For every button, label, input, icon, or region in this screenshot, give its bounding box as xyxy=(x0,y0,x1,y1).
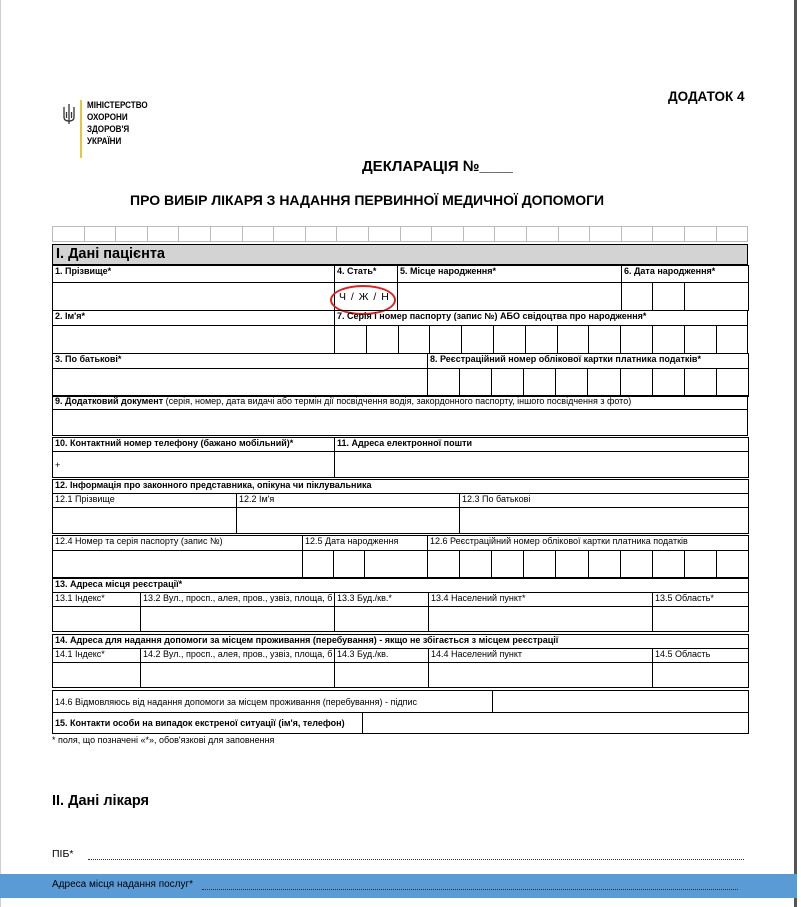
reg-street-input[interactable] xyxy=(141,607,335,632)
passport-cell[interactable] xyxy=(335,326,367,354)
rep-patronymic-label: 12.3 По батькові xyxy=(460,494,749,508)
row-registration-address xyxy=(52,578,749,632)
res-building-label: 14.3 Буд./кв. xyxy=(335,649,429,663)
rep-name-input[interactable] xyxy=(237,508,460,534)
reg-region-label: 13.5 Область* xyxy=(653,593,749,607)
rep-tax-label: 12.6 Реєстраційний номер облікової картки платника податків xyxy=(428,536,749,551)
header-grid-line xyxy=(747,226,748,242)
rep-birth-day-input[interactable] xyxy=(303,551,334,578)
patronymic-label: 3. По батькові* xyxy=(53,354,428,369)
row-residence-address xyxy=(52,634,749,688)
refusal-signature-input[interactable] xyxy=(493,691,749,713)
header-grid-line xyxy=(210,226,211,242)
row-names-2 xyxy=(52,310,748,354)
gender-label: 4. Стать* xyxy=(335,266,398,283)
header-grid-line xyxy=(621,226,622,242)
surname-input[interactable] xyxy=(53,283,335,311)
birth-year-input[interactable] xyxy=(685,283,749,311)
doctor-name-label: ПІБ* xyxy=(52,848,74,860)
res-street-label: 14.2 Вул., просп., алея, пров., узвіз, площа, б xyxy=(141,649,335,663)
header-grid-line xyxy=(716,226,717,242)
passport-cell[interactable] xyxy=(589,326,621,354)
tax-number-cell[interactable] xyxy=(492,369,524,397)
reg-city-label: 13.4 Населений пункт* xyxy=(429,593,653,607)
header-grid-line xyxy=(684,226,685,242)
reg-index-input[interactable] xyxy=(53,607,141,632)
row-additional-doc xyxy=(52,395,748,436)
section1-header xyxy=(52,244,748,265)
tax-number-cell[interactable] xyxy=(716,369,748,397)
passport-label: 7. Серія і номер паспорту (запис №) АБО свідоцтва про народження* xyxy=(335,311,748,326)
required-footnote: * поля, що позначені «*», обов'язкові для заповнення xyxy=(52,735,275,745)
rep-tax-cell[interactable] xyxy=(588,551,620,578)
birthdate-label: 6. Дата народження* xyxy=(622,266,749,283)
rep-tax-cell[interactable] xyxy=(684,551,716,578)
header-grid-line xyxy=(368,226,369,242)
res-region-label: 14.5 Область xyxy=(653,649,749,663)
reg-region-input[interactable] xyxy=(653,607,749,632)
declaration-title: ДЕКЛАРАЦІЯ №____ xyxy=(362,158,513,175)
rep-tax-cell[interactable] xyxy=(652,551,684,578)
row-representative xyxy=(52,479,749,534)
row-names-1 xyxy=(52,265,749,311)
rep-birth-year-input[interactable] xyxy=(365,551,428,578)
first-name-input[interactable] xyxy=(53,326,335,354)
header-grid-line xyxy=(305,226,306,242)
passport-cell[interactable] xyxy=(462,326,494,354)
rep-passport-label: 12.4 Номер та серія паспорту (запис №) xyxy=(53,536,303,551)
res-city-input[interactable] xyxy=(429,663,653,688)
header-grid-line xyxy=(52,226,53,242)
phone-input[interactable]: + xyxy=(53,452,335,478)
row-emergency-contact xyxy=(52,712,749,734)
header-grid-line xyxy=(652,226,653,242)
passport-cell[interactable] xyxy=(525,326,557,354)
header-grid-line xyxy=(273,226,274,242)
header-grid-line xyxy=(494,226,495,242)
rep-tax-cell[interactable] xyxy=(524,551,556,578)
service-address-input[interactable] xyxy=(202,889,738,890)
rep-tax-cell[interactable] xyxy=(556,551,588,578)
rep-surname-input[interactable] xyxy=(53,508,237,534)
row-refusal xyxy=(52,690,749,713)
birth-day-input[interactable] xyxy=(622,283,653,311)
patronymic-input[interactable] xyxy=(53,369,428,397)
reg-street-label: 13.2 Вул., просп., алея, пров., узвіз, площа, б xyxy=(141,593,335,607)
header-grid-line xyxy=(558,226,559,242)
rep-name-label: 12.2 Ім'я xyxy=(237,494,460,508)
additional-doc-label: 9. Додатковий документ (серія, номер, дата видачі або термін дії посвідчення водія, закордонного паспорту, іншого посвідчення з фото) xyxy=(53,396,748,410)
section2-title: II. Дані лікаря xyxy=(52,793,150,809)
rep-tax-cell[interactable] xyxy=(492,551,524,578)
surname-label: 1. Прізвище* xyxy=(53,266,335,283)
tax-number-cell[interactable] xyxy=(588,369,620,397)
reg-city-input[interactable] xyxy=(429,607,653,632)
refusal-label: 14.6 Відмовляюсь від надання допомоги за місцем проживання (перебування) - підпис xyxy=(53,691,493,713)
header-grid-line xyxy=(242,226,243,242)
header-grid-line xyxy=(400,226,401,242)
header-grid-line xyxy=(84,226,85,242)
emergency-contact-label: 15. Контакти особи на випадок екстреної ситуації (ім'я, телефон) xyxy=(53,713,363,734)
res-region-input[interactable] xyxy=(653,663,749,688)
passport-cell[interactable] xyxy=(398,326,430,354)
trident-icon xyxy=(63,104,75,124)
passport-cell[interactable] xyxy=(621,326,653,354)
doctor-name-input[interactable] xyxy=(88,859,744,860)
header-grid-line xyxy=(147,226,148,242)
reg-building-label: 13.3 Буд./кв.* xyxy=(335,593,429,607)
res-building-input[interactable] xyxy=(335,663,429,688)
rep-patronymic-input[interactable] xyxy=(460,508,749,534)
rep-tax-cell[interactable] xyxy=(428,551,460,578)
ministry-name: МІНІСТЕРСТВО ОХОРОНИ ЗДОРОВ'Я УКРАЇНИ xyxy=(87,100,148,147)
additional-doc-input[interactable] xyxy=(53,410,748,436)
gender-options[interactable]: Ч / Ж / Н xyxy=(339,291,390,303)
first-name-label: 2. Ім'я* xyxy=(53,311,335,326)
birth-month-input[interactable] xyxy=(653,283,685,311)
res-street-input[interactable] xyxy=(141,663,335,688)
rep-tax-cell[interactable] xyxy=(716,551,748,578)
header-grid-line xyxy=(589,226,590,242)
phone-label: 10. Контактний номер телефону (бажано мобільний)* xyxy=(53,438,335,452)
header-grid-line xyxy=(336,226,337,242)
rep-tax-cell[interactable] xyxy=(460,551,492,578)
row-contacts xyxy=(52,437,749,478)
header-grid-line xyxy=(178,226,179,242)
representative-label: 12. Інформація про законного представника, опікуна чи піклувальника xyxy=(53,480,749,494)
rep-passport-input[interactable] xyxy=(53,551,303,578)
passport-cell[interactable] xyxy=(652,326,684,354)
passport-cell[interactable] xyxy=(493,326,525,354)
tax-number-cell[interactable] xyxy=(460,369,492,397)
passport-cell[interactable] xyxy=(366,326,398,354)
reg-address-label: 13. Адреса місця реєстрації* xyxy=(53,579,749,593)
birthplace-input[interactable] xyxy=(398,283,622,311)
header-grid-line xyxy=(463,226,464,242)
logo-divider xyxy=(80,100,82,158)
tax-number-cell[interactable] xyxy=(684,369,716,397)
rep-tax-cell[interactable] xyxy=(620,551,652,578)
rep-birth-month-input[interactable] xyxy=(334,551,365,578)
passport-cell[interactable] xyxy=(557,326,589,354)
tax-number-cell[interactable] xyxy=(524,369,556,397)
passport-cell[interactable] xyxy=(684,326,716,354)
reg-index-label: 13.1 Індекс* xyxy=(53,593,141,607)
res-address-label: 14. Адреса для надання допомоги за місцем проживання (перебування) - якщо не збігається з місцем реєстрації xyxy=(53,635,749,649)
addendum-label: ДОДАТОК 4 xyxy=(668,89,745,104)
header-grid-line xyxy=(431,226,432,242)
res-index-input[interactable] xyxy=(53,663,141,688)
header-grid-line xyxy=(526,226,527,242)
section1-title: I. Дані пацієнта xyxy=(53,245,748,265)
tax-number-cell[interactable] xyxy=(652,369,684,397)
tax-number-cell[interactable] xyxy=(620,369,652,397)
reg-building-input[interactable] xyxy=(335,607,429,632)
email-label: 11. Адреса електронної пошти xyxy=(335,438,749,452)
rep-surname-label: 12.1 Прізвище xyxy=(53,494,237,508)
tax-number-cell[interactable] xyxy=(428,369,460,397)
emergency-contact-input[interactable] xyxy=(363,713,749,734)
service-address-label: Адреса місця надання послуг* xyxy=(52,879,194,890)
rep-birthdate-label: 12.5 Дата народження xyxy=(303,536,428,551)
row-names-3 xyxy=(52,353,749,397)
birthplace-label: 5. Місце народження* xyxy=(398,266,622,283)
header-grid xyxy=(52,226,748,242)
tax-number-label: 8. Реєстраційний номер облікової картки платника податків* xyxy=(428,354,749,369)
header-grid-line xyxy=(115,226,116,242)
passport-cell[interactable] xyxy=(716,326,748,354)
email-input[interactable] xyxy=(335,452,749,478)
res-index-label: 14.1 Індекс* xyxy=(53,649,141,663)
res-city-label: 14.4 Населений пункт xyxy=(429,649,653,663)
passport-cell[interactable] xyxy=(430,326,462,354)
row-representative-docs xyxy=(52,535,749,578)
tax-number-cell[interactable] xyxy=(556,369,588,397)
declaration-subtitle: ПРО ВИБІР ЛІКАРЯ З НАДАННЯ ПЕРВИННОЇ МЕДИЧНОЇ ДОПОМОГИ xyxy=(130,192,605,208)
